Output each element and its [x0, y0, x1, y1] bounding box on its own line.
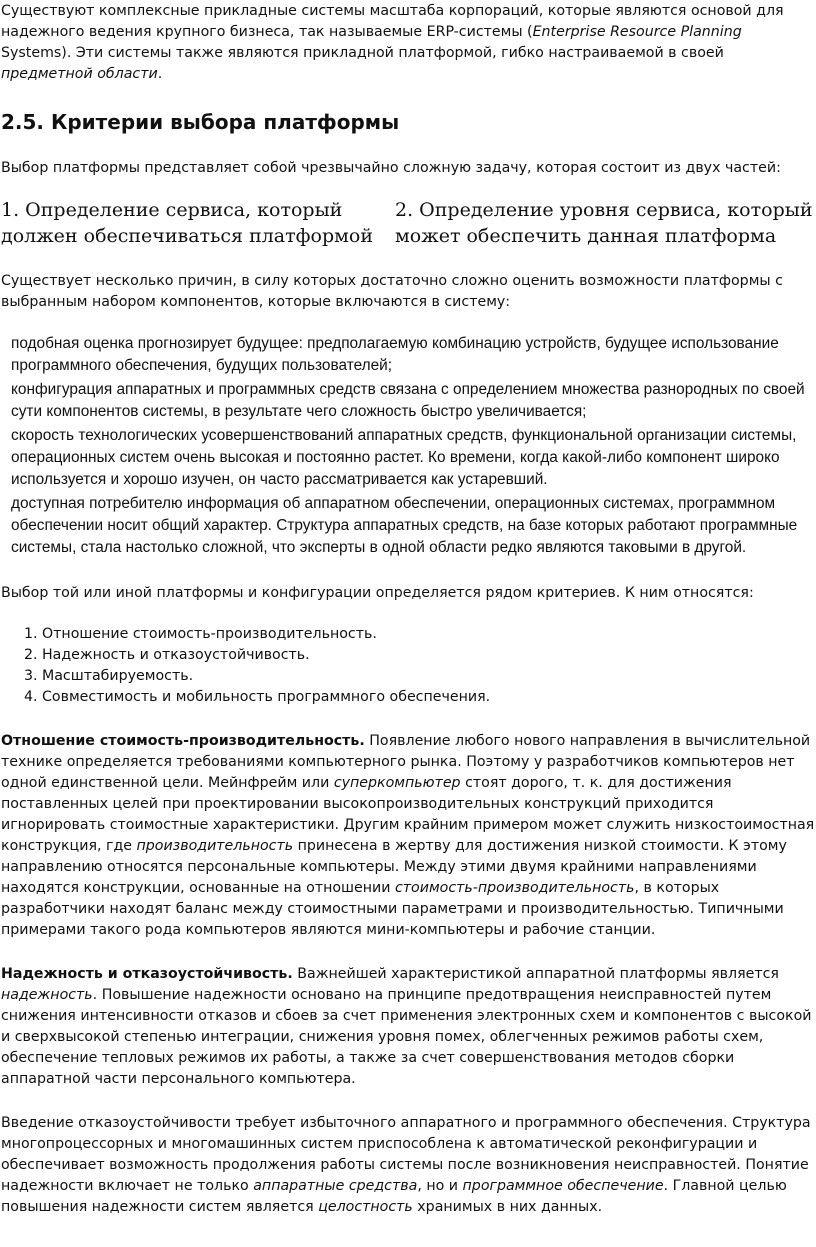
list-item: скорость технологических усовершенствований аппаратных средств, функциональной организации системы, операционных систем очень высокая и постоянно растет. Ко времени, когда какой-либо компонент широко используется и хорошо изучен, он часто рассматривается как устаревший. — [11, 427, 797, 488]
intro-text-1: Существуют комплексные прикладные системы масштаба корпораций, которые являются основой для надежного ведения крупного бизнеса, так называемые ERP-системы ( — [1, 3, 784, 40]
list-item: 4. Совместимость и мобильность программного обеспечения. — [42, 687, 816, 708]
paragraph-text: , в которых разработчики находят баланс между стоимостными параметрами и производительностью. Типичными примерами такого рода компьютеров являются мини-компьютеры и рабочие станции. — [1, 880, 784, 938]
paragraph-text: , но и — [417, 1178, 463, 1194]
intro-text-2: Systems). Эти системы также являются прикладной платформой, гибко настраиваемой в своей — [1, 45, 724, 61]
section-heading: 2.5. Критерии выбора платформы — [1, 110, 400, 134]
list-item: 1. Отношение стоимость-производительность. — [42, 624, 816, 645]
cost-performance-paragraph — [1, 731, 816, 941]
paragraph-text: хранимых в них данных. — [412, 1199, 603, 1215]
paragraph-text: . Повышение надежности основано на принципе предотвращения неисправностей путем снижения интенсивности отказов и сбоев за счет применения электронных схем и компонентов с высокой и сверхвысокой степенью интеграции, снижения уровня помех, облегченных режимов работы схем, обеспечение тепловых режимов их работы, а также за счет совершенствования методов сборки аппаратной части персонального компьютера. — [1, 987, 812, 1087]
link-software[interactable]: программное обеспечение — [462, 1178, 664, 1194]
link-hardware[interactable]: аппаратные средства — [253, 1178, 418, 1194]
paragraph-text: Введение отказоустойчивости требует избыточного аппаратного и программного обеспечения. Структура многопроцессорных и многомашинных систем приспособлена к автоматической реконфигурации и обеспечивает возможность продолжения работы системы после возникновения неисправностей. Понятие надежности включает не только — [1, 1115, 811, 1194]
paragraph-text: Появление любого нового направления в вычислительной технике определяется требованиями компьютерного рынка. Поэтому у разработчиков компьютеров нет одной единственной цели. Мейнфрейм или — [1, 733, 811, 791]
reliability-title: Надежность и отказоустойчивость. — [1, 966, 293, 982]
link-supercomputer[interactable]: суперкомпьютер — [333, 775, 461, 791]
criteria-list — [1, 624, 816, 708]
link-performance[interactable]: производительность — [136, 838, 294, 854]
reliability-paragraph — [1, 964, 816, 1090]
list-item: конфигурация аппаратных и программных средств связана с определением множества разнородных по своей сути компонентов системы, в результате чего сложность быстро увеличивается; — [11, 381, 805, 420]
paragraph-text: Важнейшей характеристикой аппаратной платформы является — [292, 966, 779, 982]
reasons-lead-paragraph: Существует несколько причин, в силу которых достаточно сложно оценить возможности платформы с выбранным набором компонентов, которые включаются в систему: — [1, 273, 783, 310]
intro-italic-erp: Enterprise Resource Planning — [532, 24, 742, 40]
link-cost-performance[interactable]: стоимость-производительность — [394, 880, 635, 896]
part-1: 1. Определение сервиса, который должен обеспечиваться платформой — [1, 199, 374, 247]
list-item: подобная оценка прогнозирует будущее: предполагаемую комбинацию устройств, будущее использование программного обеспечения, будущих пользователей; — [11, 335, 779, 374]
link-integrity[interactable]: целостность — [318, 1199, 413, 1215]
intro-link-subject-area[interactable]: предметной области — [1, 66, 158, 82]
intro-text-3: . — [157, 66, 163, 82]
paragraph-text: стоят дорого, т. к. для достижения поставленных целей при проектировании высокопроизводительных конструкций приходится игнорировать стоимостные характеристики. Другим крайним примером может служить низкостоимостная конструкция, где — [1, 775, 815, 854]
list-item: 2. Надежность и отказоустойчивость. — [42, 645, 816, 666]
list-item: доступная потребителю информация об аппаратном обеспечении, операционных системах, программном обеспечении носит общий характер. Структура аппаратных средств, на базе которых работают программные системы, стала настолько сложной, что эксперты в одной области редко являются таковыми в другой. — [11, 495, 798, 556]
paragraph-text: принесена в жертву для достижения низкой стоимости. К этому направлению относятся персональные компьютеры. Между этими двумя крайними направлениями находятся конструкции, основанные на отношении — [1, 838, 787, 896]
two-parts — [1, 197, 816, 249]
part-2: 2. Определение уровня сервиса, который может обеспечить данная платформа — [395, 199, 813, 247]
link-reliability[interactable]: надежность — [1, 987, 93, 1003]
cost-performance-title: Отношение стоимость-производительность. — [1, 733, 365, 749]
paragraph-text: . Главной целью повышения надежности систем является — [1, 1178, 787, 1215]
lead-paragraph: Выбор платформы представляет собой чрезвычайно сложную задачу, которая состоит из двух частей: — [1, 160, 781, 176]
fault-tolerance-paragraph — [1, 1113, 816, 1218]
reasons-list — [1, 333, 816, 559]
criteria-lead-paragraph: Выбор той или иной платформы и конфигурации определяется рядом критериев. К ним относятся: — [1, 585, 754, 601]
list-item: 3. Масштабируемость. — [42, 666, 816, 687]
intro-paragraph — [1, 0, 816, 85]
